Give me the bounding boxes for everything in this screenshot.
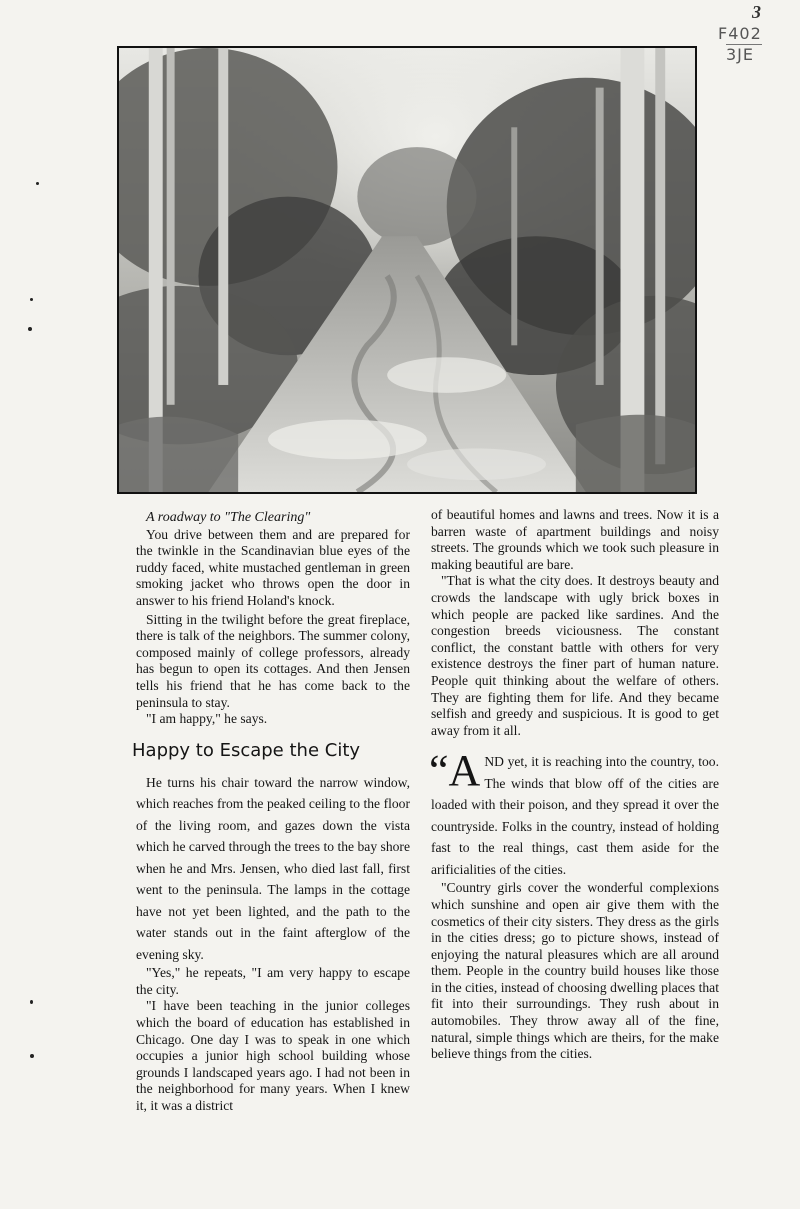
forest-road-photo: [117, 46, 697, 494]
margin-speck: [28, 327, 32, 331]
left-column: [132, 510, 410, 1115]
margin-speck: [36, 182, 39, 185]
paragraph: "That is what the city does. It destroys beauty and crowds the landscape with ugly brick boxes in which people are packed like sardines. And the congestion breeds viciousness. The constant conflict, the constant battle with others for very existence destroys the finer part of human nature. People quit thinking about the welfare of others. They are fighting them for life. And they became selfish and greedy and suspicious. It is good to get away from it all.: [431, 573, 719, 738]
paragraph: "I am happy," he says.: [146, 711, 268, 727]
paragraph: of beautiful homes and lawns and trees. Now it is a barren waste of apartment buildings and noisy streets. The grounds which we took such pleasure in making beautiful are bare.: [431, 507, 719, 572]
paragraph: "Country girls cover the wonderful complexions which sunshine and open air give them with the cosmetics of their city sisters. They dress as the girls in the cities dress; go to picture shows, instead of enjoying the natural pleasures which are all around them. People in the country build houses like those in the cities, instead of choosing dwelling places that fit into their surroundings. They rush about in automobiles. They throw away all of the fine, natural, simple things which are theirs, for the make believe things from the cities.: [431, 880, 719, 1062]
paragraph: Sitting in the twilight before the great fireplace, there is talk of the neighbors. The summer colony, composed mainly of college professors, already has begun to open its cottages. And then Jensen tells his friend that he has come back to the peninsula to stay.: [136, 611, 410, 710]
stamp-line-2: 3JE: [726, 44, 762, 65]
paragraph-text: ND yet, it is reaching into the country, too. The winds that blow off of the cities are loaded with their poison, and they spread it over the countryside. Folks in the country, instead of holding fast to the real things, cast them aside for the arificialities of the cities.: [431, 754, 719, 877]
paragraph: "I have been teaching in the junior colleges which the board of education has established in Chicago. One day I was to speak in one which occupies a junior high school building whose grounds I landscaped years ago. I had not been in the neighborhood for many years. When I knew it, it was a district: [136, 998, 410, 1113]
paragraph: You drive between them and are prepared for the twinkle in the Scandinavian blue eyes of the ruddy faced, white mustached gentleman in green smoking jacket who throws open the door in answer to his friend Holand's knock.: [136, 526, 410, 608]
photo-caption: A roadway to "The Clearing": [146, 510, 311, 525]
right-column: [431, 507, 719, 1063]
paragraph: "Yes," he repeats, "I am very happy to escape the city.: [136, 965, 410, 997]
margin-speck: [30, 1000, 33, 1004]
margin-speck: [30, 298, 33, 301]
section-heading: Happy to Escape the City: [132, 739, 361, 761]
paragraph: He turns his chair toward the narrow window, which reaches from the peaked ceiling to the floor of the living room, and gazes down the vista which he carved through the trees to the bay shore when he and Mrs. Jensen, who died last fall, first went to the peninsula. The lamps in the cottage have not yet been lighted, and the path to the water stands out in the faint afterglow of the evening sky.: [136, 774, 410, 962]
margin-speck: [30, 1054, 34, 1058]
archive-stamp: [718, 24, 762, 65]
stamp-line-1: F402: [718, 24, 762, 43]
page-number: 3: [752, 2, 761, 22]
drop-cap: “A: [429, 746, 481, 796]
forest-road-illustration: [119, 48, 695, 492]
dropcap-paragraph: [429, 746, 719, 880]
